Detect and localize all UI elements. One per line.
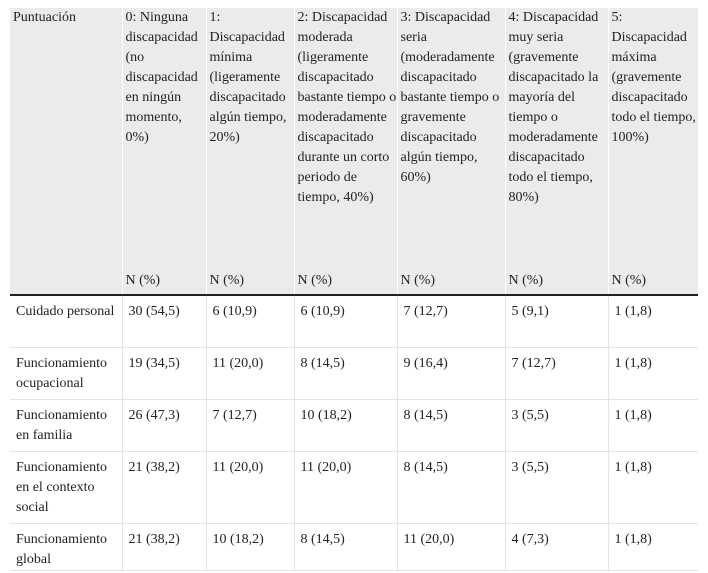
unit-cell: N (%) bbox=[397, 271, 505, 295]
table-row bbox=[10, 400, 698, 452]
table-cell: 11 (20,0) bbox=[206, 452, 294, 524]
row-label: Cuidado personal bbox=[10, 295, 122, 348]
disability-scores-table bbox=[10, 8, 698, 571]
table-cell: 1 (1,8) bbox=[608, 348, 698, 400]
table-row bbox=[10, 524, 698, 571]
row-label: Funcionamiento ocupacional bbox=[10, 348, 122, 400]
table-cell: 11 (20,0) bbox=[294, 452, 397, 524]
table-cell: 8 (14,5) bbox=[294, 348, 397, 400]
table-cell: 10 (18,2) bbox=[206, 524, 294, 571]
header-score-3: 3: Discapacidad seria (moderadamente discapacitado bastante tiempo o gravemente discapacitado algún tiempo, 60%) bbox=[397, 8, 505, 271]
table-container bbox=[10, 8, 698, 571]
table-row bbox=[10, 295, 698, 348]
unit-cell: N (%) bbox=[206, 271, 294, 295]
header-score-1: 1: Discapacidad mínima (ligeramente discapacitado algún tiempo, 20%) bbox=[206, 8, 294, 271]
header-score-5: 5: Discapacidad máxima (gravemente discapacitado todo el tiempo, 100%) bbox=[608, 8, 698, 271]
table-cell: 4 (7,3) bbox=[505, 524, 608, 571]
table-cell: 9 (16,4) bbox=[397, 348, 505, 400]
table-cell: 30 (54,5) bbox=[122, 295, 206, 348]
table-cell: 6 (10,9) bbox=[206, 295, 294, 348]
table-cell: 7 (12,7) bbox=[505, 348, 608, 400]
table-cell: 10 (18,2) bbox=[294, 400, 397, 452]
table-cell: 21 (38,2) bbox=[122, 452, 206, 524]
table-cell: 5 (9,1) bbox=[505, 295, 608, 348]
table-cell: 1 (1,8) bbox=[608, 524, 698, 571]
table-cell: 8 (14,5) bbox=[294, 524, 397, 571]
table-cell: 19 (34,5) bbox=[122, 348, 206, 400]
units-row bbox=[10, 271, 698, 295]
table-cell: 6 (10,9) bbox=[294, 295, 397, 348]
row-label: Funcionamiento en el contexto social bbox=[10, 452, 122, 524]
unit-cell: N (%) bbox=[505, 271, 608, 295]
table-cell: 21 (38,2) bbox=[122, 524, 206, 571]
header-score-2: 2: Discapacidad moderada (ligeramente discapacitado bastante tiempo o moderadamente discapacitado durante un corto periodo de tiempo, 40%) bbox=[294, 8, 397, 271]
table-row bbox=[10, 452, 698, 524]
header-row bbox=[10, 8, 698, 271]
table-cell: 8 (14,5) bbox=[397, 452, 505, 524]
header-score-0: 0: Ninguna discapacidad (no discapacidad en ningún momento, 0%) bbox=[122, 8, 206, 271]
unit-cell: N (%) bbox=[294, 271, 397, 295]
table-row bbox=[10, 348, 698, 400]
table-cell: 1 (1,8) bbox=[608, 452, 698, 524]
unit-cell bbox=[10, 271, 122, 295]
unit-cell: N (%) bbox=[122, 271, 206, 295]
table-cell: 3 (5,5) bbox=[505, 452, 608, 524]
table-cell: 8 (14,5) bbox=[397, 400, 505, 452]
table-cell: 7 (12,7) bbox=[397, 295, 505, 348]
header-score-4: 4: Discapacidad muy seria (gravemente discapacitado la mayoría del tiempo o moderadamente discapacitado todo el tiempo, 80%) bbox=[505, 8, 608, 271]
header-puntuacion: Puntuación bbox=[10, 8, 122, 271]
table-cell: 1 (1,8) bbox=[608, 400, 698, 452]
table-cell: 1 (1,8) bbox=[608, 295, 698, 348]
row-label: Funcionamiento global bbox=[10, 524, 122, 571]
table-cell: 11 (20,0) bbox=[397, 524, 505, 571]
table-cell: 26 (47,3) bbox=[122, 400, 206, 452]
table-cell: 3 (5,5) bbox=[505, 400, 608, 452]
table-cell: 11 (20,0) bbox=[206, 348, 294, 400]
row-label: Funcionamiento en familia bbox=[10, 400, 122, 452]
table-cell: 7 (12,7) bbox=[206, 400, 294, 452]
unit-cell: N (%) bbox=[608, 271, 698, 295]
